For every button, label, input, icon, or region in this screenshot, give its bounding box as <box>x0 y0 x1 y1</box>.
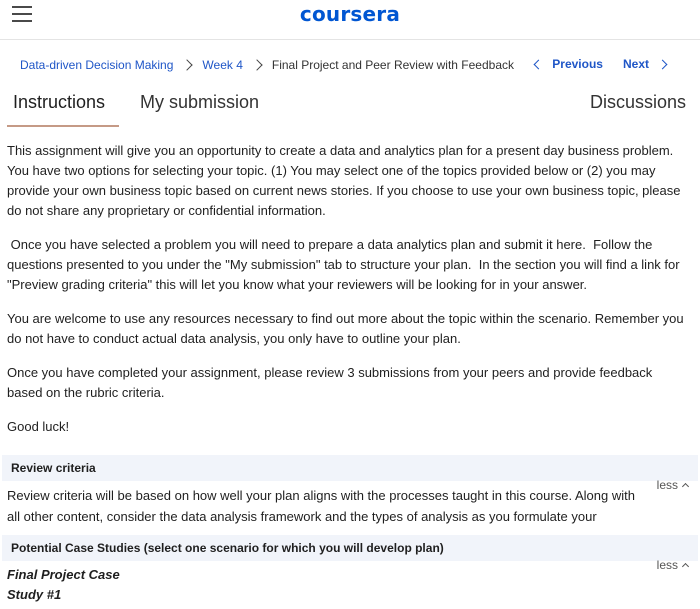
previous-label: Previous <box>552 57 603 71</box>
instructions-paragraph: Once you have selected a problem you will need to prepare a data analytics plan and submit it here. Follow the questions presented to you under the "My submission" tab to structure your plan. In the section you will find a link for "Preview grading criteria" this will let you know what your reviewers will be looking for in your answer. <box>7 237 684 292</box>
chevron-right-icon <box>658 59 668 69</box>
previous-button[interactable] <box>535 57 603 71</box>
chevron-up-icon <box>682 563 689 570</box>
chevron-up-icon <box>682 483 689 490</box>
tab-discussions[interactable]: Discussions <box>589 92 686 112</box>
chevron-left-icon <box>534 59 544 69</box>
case-study-title-line: Study #1 <box>7 587 62 602</box>
instructions-paragraph: Good luck! <box>7 419 70 434</box>
next-label: Next <box>622 57 649 71</box>
breadcrumb-course-link[interactable]: Data-driven Decision Making <box>20 58 174 72</box>
case-study-title-line: Final Project Case <box>7 567 120 582</box>
tab-bar <box>0 88 700 126</box>
review-criteria-body: Review criteria will be based on how well your plan aligns with the processes taught in this course. Along with all other content, consider the data analysis framework and the types of analysis as you formulate your <box>7 488 635 524</box>
breadcrumb-current-page: Final Project and Peer Review with Feedback <box>271 58 514 72</box>
less-label: less <box>656 478 678 492</box>
case-study-title <box>7 565 120 605</box>
instructions-paragraph: You are welcome to use any resources necessary to find out more about the topic within the scenario. Remember you do not have to conduct actual data analysis, you only have to outline your plan. <box>7 311 684 346</box>
breadcrumb <box>20 57 514 73</box>
item-pager <box>535 57 666 71</box>
instructions-paragraph: This assignment will give you an opportunity to create a data and analytics plan for a present day business problem. You have two options for selecting your topic. (1) You may select one of the topics provided below or (2) you may provide your own business topic based on current news stories. If you choose to use your own business topic, please do not share any proprietary or confidential information. <box>7 143 681 218</box>
instructions-content <box>7 141 687 451</box>
case-studies-header[interactable] <box>2 535 698 561</box>
instructions-paragraph: Once you have completed your assignment, please review 3 submissions from your peers and provide feedback based on the rubric criteria. <box>7 365 653 400</box>
case-studies-less-toggle[interactable] <box>657 558 688 572</box>
less-label: less <box>656 558 678 572</box>
chevron-right-icon <box>182 59 193 70</box>
review-criteria-less-toggle[interactable] <box>657 478 688 492</box>
tab-my-submission[interactable]: My submission <box>140 92 260 112</box>
tab-instructions[interactable]: Instructions <box>13 92 106 112</box>
active-tab-indicator <box>7 125 119 127</box>
coursera-logo[interactable]: coursera <box>299 2 401 26</box>
review-criteria-title: Review criteria <box>11 461 96 475</box>
breadcrumb-week-link[interactable]: Week 4 <box>202 58 243 72</box>
review-criteria-header[interactable] <box>2 455 698 481</box>
case-studies-title: Potential Case Studies (select one scenario for which you will develop plan) <box>11 541 444 555</box>
next-button[interactable] <box>623 57 666 71</box>
top-bar <box>0 0 700 40</box>
chevron-right-icon <box>251 59 262 70</box>
